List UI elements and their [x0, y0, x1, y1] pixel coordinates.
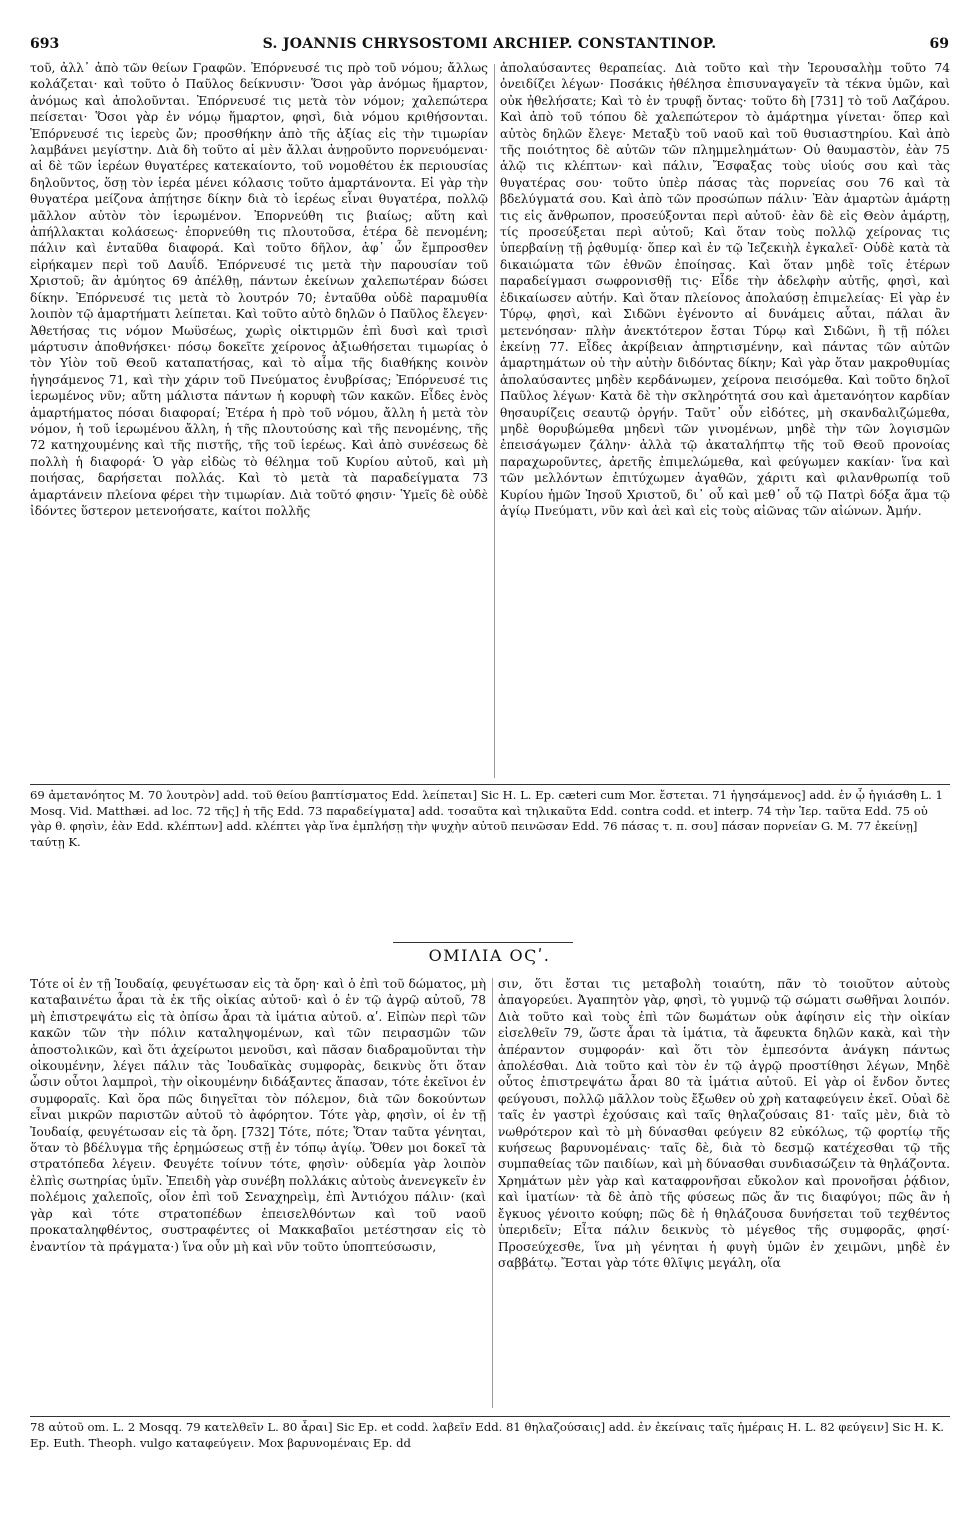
column-right-top	[500, 60, 950, 782]
column-left-top	[30, 60, 488, 782]
column-right-bottom	[498, 976, 950, 1410]
body-text: σιν, ὅτι ἔσται τις μεταβολὴ τοιαύτη, πᾶν τὸ τοιοῦτον αὐτοὺς ἀπαγορεύει. Ἀγαπητὸν γὰρ, φησὶ, τὸ γυμνῷ τῷ σώματι σωθῆναι λοιπόν. Διὰ τοῦτο καὶ τοὺς ἐπὶ τῶν δωμάτων οὐκ ἀφίησιν εἰς τὴν οἰκίαν εἰσελθεῖν 79, ὥστε ἆραι τὰ ἱμάτια, τὰ ἄφευκτα δηλῶν κακὰ, καὶ τὴν ἀπέραντον συμφοράν· καὶ ὅτι τὸν ἐμπεσόντα ἀνάγκη πάντως ἀπολέσθαι. Διὰ τοῦτο καὶ τὸν ἐν τῷ ἀγρῷ προστίθησι λέγων, Μηδὲ οὗτος ἐπιστρεψάτω ἆραι 80 τὰ ἱμάτια αὐτοῦ. Εἰ γὰρ οἱ ἔνδον ὄντες φεύγουσι, πολλῷ μᾶλλον τοὺς ἔξωθεν οὐ χρὴ καταφεύγειν ἐκεῖ. Οὐαὶ δὲ ταῖς ἐν γαστρὶ ἐχούσαις καὶ ταῖς θηλαζούσαις 81· ταῖς μὲν, διὰ τὸ νωθρότερον καὶ τὸ μὴ δύνασθαι φεύγειν 82 εὐκόλως, τῷ φορτίῳ τῆς κυήσεως βαρυνομέναις· ταῖς δὲ, διὰ τὸ δεσμῷ κατέχεσθαι τῷ τῆς συμπαθείας τῶν παιδίων, καὶ μὴ δύνασθαι συνδιασώζειν τὰ θηλάζοντα. Χρημάτων μὲν γὰρ καὶ καταφρονῆσαι εὔκολον καὶ προνοῆσαι ῥᾴδιον, καὶ ἱματίων· τὰ δὲ ἀπὸ τῆς φύσεως πῶς ἄν τις διαφύγοι; πῶς ἂν ἡ ἔγκυος γένοιτο κούφη; πῶς δὲ ἡ θηλάζουσα δυνήσεται τοῦ τεχθέντος ὑπεριδεῖν; Εἶτα πάλιν δεικνὺς τὸ μέγεθος τῆς συμφορᾶς, φησί· Προσεύχεσθε, ἵνα μὴ γένηται ἡ φυγὴ ὑμῶν ἐν χειμῶνι, μηδὲ ἐν σαββάτῳ. Ἔσται γὰρ τότε θλῖψις μεγάλη, οἵα	[498, 977, 950, 1270]
footnote-rule	[30, 784, 950, 785]
page-number: 693	[30, 36, 60, 52]
footnote-rule	[30, 1416, 950, 1417]
footnote-text: 69 ἀμετανόητος M. 70 λουτρὸν] add. τοῦ θείου βαπτίσματος Edd. λείπεται] Sic H. L. Ep. cæteri cum Mor. ἔστεται. 71 ἡγησάμενος] add. ἐν ᾧ ἡγιάσθη L. 1 Mosq. Vid. Matthæi. ad loc. 72 τῆς] ἡ τῆς Edd. 73 παραδείγματα] add. τοσαῦτα καὶ τηλικαῦτα Edd. contra codd. et interp. 74 τὴν Ἱερ. ταῦτα Edd. 75 οὐ γὰρ θ. φησὶν, ἐὰν Edd. κλέπτων] add. κλέπτει γὰρ ἵνα ἐμπλήσῃ τὴν ψυχὴν αὐτοῦ πεινῶσαν Edd. 76 πάσας τ. π. σου] πάσαν πορνείαν G. M. 77 ἐκείνῃ] ταύτῃ K.	[30, 788, 943, 849]
body-text: τοῦ, ἀλλ᾽ ἀπὸ τῶν θείων Γραφῶν. Ἐπόρνευσέ τις πρὸ τοῦ νόμου; ἄλλως κολάζεται· καὶ τοῦτο ὁ Παῦλος δείκνυσιν· Ὅσοι γὰρ ἀνόμως ἥμαρτον, ἀνόμως καὶ ἀπολοῦνται. Ἐπόρνευσέ τις μετὰ τὸν νόμον; χαλεπώτερα πείσεται· Ὅσοι γὰρ ἐν νόμῳ ἥμαρτον, φησὶ, διὰ νόμου κριθήσονται. Ἐπόρνευσέ τις ἱερεὺς ὤν; προσθήκην ἀπὸ τῆς ἀξίας εἰς τὴν τιμωρίαν λαμβάνει μεγίστην. Διὰ δὴ τοῦτο αἱ μὲν ἄλλαι ἀνῃροῦντο πορνευόμεναι· αἱ δὲ τῶν ἱερέων θυγατέρες κατεκαίοντο, τοῦ νομοθέτου ἐκ περιουσίας δηλοῦντος, ὅσῃ τὸν ἱερέα μένει κόλασις τοῦτο ἁμαρτάνοντα. Εἰ γὰρ τὴν θυγατέρα μείζονα ἀπῄτησε δίκην διὰ τὸ ἱερέως εἶναι θυγατέρα, πολλῷ μᾶλλον αὐτὸν τὸν ἱερωμένον. Ἐπορνεύθη τις βιαίως; αὕτη καὶ ἀπήλλακται κολάσεως· ἐπορνεύθη τις πλουτοῦσα, ἑτέρα δὲ πενομένη; πάλιν καὶ ἐνταῦθα διαφορά. Καὶ τοῦτο δῆλον, ἀφ᾽ ὧν ἔμπροσθεν εἰρήκαμεν περὶ τοῦ Δαυΐδ. Ἐπόρνευσέ τις μετὰ τὴν παρουσίαν τοῦ Χριστοῦ; ἂν ἀμύητος 69 ἀπέλθῃ, πάντων ἐκείνων χαλεπωτέραν δώσει δίκην. Ἐπόρνευσέ τις μετὰ τὸ λουτρόν 70; ἐνταῦθα οὐδὲ παραμυθία λοιπὸν τῷ ἁμαρτήματι λείπεται. Καὶ τοῦτο αὐτὸ δηλῶν ὁ Παῦλος ἔλεγεν· Ἀθετήσας τις νόμον Μωϋσέως, χωρὶς οἰκτιρμῶν ἐπὶ δυσὶ καὶ τρισὶ μάρτυσιν ἀποθνήσκει· πόσῳ δοκεῖτε χείρονος ἀξιωθήσεται τιμωρίας ὁ τὸν Υἱὸν τοῦ Θεοῦ καταπατήσας, καὶ τὸ αἷμα τῆς διαθήκης κοινὸν ἡγησάμενος 71, καὶ τὴν χάριν τοῦ Πνεύματος ἐνυβρίσας; Ἐπόρνευσέ τις ἱερωμένος νῦν; αὕτη μάλιστα πάντων ἡ κορυφὴ τῶν κακῶν. Εἶδες ἑνὸς ἁμαρτήματος πόσαι διαφοραί; Ἑτέρα ἡ πρὸ τοῦ νόμου, ἄλλη ἡ μετὰ τὸν νόμον, ἡ τοῦ ἱερωμένου ἄλλη, ἡ τῆς πλουτούσης καὶ τῆς πενομένης, τῆς 72 κατηχουμένης καὶ τῆς πιστῆς, τῆς τοῦ ἱερέως. Καὶ ἀπὸ συνέσεως δὲ πολλὴ ἡ διαφορά· Ὁ γὰρ εἰδὼς τὸ θέλημα τοῦ Κυρίου αὐτοῦ, καὶ μὴ ποιήσας, δαρήσεται πολλάς. Καὶ τὸ μετὰ τὰ παραδείγματα 73 ἁμαρτάνειν πλείονα φέρει τὴν τιμωρίαν. Διὰ τοῦτό φησιν· Ὑμεῖς δὲ οὐδὲ ἰδόντες ὕστερον μετενοήσατε, καίτοι πολλῆς	[30, 61, 488, 518]
footnotes-top	[30, 788, 950, 908]
column-left-bottom	[30, 976, 486, 1410]
homily-title: ΟΜΙΛΙΑ ΟϚʹ.	[428, 946, 551, 965]
body-text: ἀπολαύσαντες θεραπείας. Διὰ τοῦτο καὶ τὴν Ἱερουσαλὴμ τοῦτο 74 ὀνειδίζει λέγων· Ποσάκις ἠθέλησα ἐπισυναγαγεῖν τὰ τέκνα ὑμῶν, καὶ οὐκ ἠθελήσατε; Καὶ τὸ ἐν τρυφῇ ὄντας· τοῦτο δὴ [731] τὸ τοῦ Λαζάρου. Καὶ ἀπὸ τοῦ τόπου δὲ χαλεπώτερον τὸ ἁμάρτημα γίνεται· ὅπερ καὶ αὐτὸς δηλῶν ἔλεγε· Μεταξὺ τοῦ ναοῦ καὶ τοῦ θυσιαστηρίου. Καὶ ἀπὸ τῆς ποιότητος δὲ αὐτῶν τῶν πλημμελημάτων· Οὐ θαυμαστὸν, ἐὰν 75 ἁλῷ τις κλέπτων· καὶ πάλιν, Ἔσφαξας τοὺς υἱούς σου καὶ τὰς θυγατέρας σου· τοῦτο ὑπὲρ πάσας τὰς πορνείας σου 76 καὶ τὰ βδελύγματά σου. Καὶ ἀπὸ τῶν προσώπων πάλιν· Ἐὰν ἁμαρτὼν ἁμάρτῃ τις εἰς ἄνθρωπον, προσεύξονται περὶ αὐτοῦ· ἐὰν δὲ εἰς Θεὸν ἁμάρτῃ, τίς προσεύξεται περὶ αὐτοῦ; Καὶ ὅταν τοὺς πολλῷ χείρονας τις ὑπερβαίνῃ τῇ ῥᾳθυμίᾳ· ὅπερ καὶ ἐν τῷ Ἰεζεκιὴλ ἐγκαλεῖ· Οὐδὲ κατὰ τὰ δικαιώματα τῶν ἐθνῶν ἐποίησας. Καὶ ὅταν μηδὲ τοῖς ἑτέρων παραδείγμασι σωφρονισθῇ τις· Εἶδε τὴν ἀδελφὴν αὐτῆς, φησὶ, καὶ ἐδικαίωσεν αὐτήν. Καὶ ὅταν πλείονος ἀπολαύσῃ ἐπιμελείας· Εἰ γὰρ ἐν Τύρῳ, φησὶ, καὶ Σιδῶνι ἐγένοντο αἱ δυνάμεις αὗται, πάλαι ἂν μετενόησαν· πλὴν ἀνεκτότερον ἔσται Τύρῳ καὶ Σιδῶνι, ἢ τῇ πόλει ἐκείνῃ 77. Εἶδες ἀκρίβειαν ἀπηρτισμένην, καὶ πάντας τῶν αὐτῶν ἁμαρτημάτων οὐ τὴν αὐτὴν διδόντας δίκην; Καὶ γὰρ ὅταν μακροθυμίας ἀπολαύσαντες μηδὲν κερδάνωμεν, χείρονα πεισόμεθα. Καὶ τοῦτο δηλοῖ Παῦλος λέγων· Κατὰ δὲ τὴν σκληρότητά σου καὶ ἀμετανόητον καρδίαν θησαυρίζεις σεαυτῷ ὀργήν. Ταῦτ᾽ οὖν εἰδότες, μὴ σκανδαλιζώμεθα, μηδὲ θορυβώμεθα μηδενὶ τῶν γινομένων, μηδὲ τὴν τῶν λογισμῶν ἐπεισάγωμεν ζάλην· ἀλλὰ τῷ ἀκαταλήπτῳ τῆς τοῦ Θεοῦ προνοίας παραχωροῦντες, ἀρετῆς ἐπιμελώμεθα, καὶ φεύγωμεν κακίαν· ἵνα καὶ τῶν μελλόντων ἐπιτύχωμεν ἀγαθῶν, χάριτι καὶ φιλανθρωπίᾳ τοῦ Κυρίου ἡμῶν Ἰησοῦ Χριστοῦ, δι᾽ οὗ καὶ μεθ᾽ οὗ τῷ Πατρὶ δόξα ἅμα τῷ ἁγίῳ Πνεύματι, νῦν καὶ ἀεὶ καὶ εἰς τοὺς αἰῶνας τῶν αἰώνων. Ἀμήν.	[500, 61, 950, 518]
footnote-text: 78 αὐτοῦ om. L. 2 Mosqq. 79 κατελθεῖν L. 80 ἆραι] Sic Ep. et codd. λαβεῖν Edd. 81 θηλαζούσαις] add. ἐν ἐκείναις ταῖς ἡμέραις H. L. 82 φεύγειν] Sic H. K. Ep. Euth. Theoph. vulgo καταφεύγειν. Mox βαρυνομέναις Ep. dd	[30, 1420, 944, 1450]
body-text: Τότε οἱ ἐν τῇ Ἰουδαίᾳ, φευγέτωσαν εἰς τὰ ὄρη· καὶ ὁ ἐπὶ τοῦ δώματος, μὴ καταβαινέτω ἆραι τὰ ἐκ τῆς οἰκίας αὐτοῦ· καὶ ὁ ἐν τῷ ἀγρῷ αὐτοῦ, 78 μὴ ἐπιστρεψάτω εἰς τὰ ὀπίσω ἆραι τὰ ἱμάτια αὐτοῦ. αʹ. Εἰπὼν περὶ τῶν κακῶν τῶν τὴν πόλιν καταληψομένων, καὶ τῶν πειρασμῶν τῶν ἀποστολικῶν, καὶ ὅτι ἀχείρωτοι μενοῦσι, καὶ πᾶσαν διαδραμοῦνται τὴν οἰκουμένην, λέγει πάλιν τὰς Ἰουδαϊκὰς συμφορὰς, δεικνὺς ὅτι ὅταν ὦσιν οὗτοι λαμπροὶ, τὴν οἰκουμένην διδάξαντες ἅπασαν, τότε ἐκεῖνοι ἐν συμφοραῖς. Καὶ ὅρα πῶς διηγεῖται τὸν πόλεμον, διὰ τῶν δοκούντων εἶναι μικρῶν παριστῶν αὐτοῦ τὸ ἀφόρητον. Τότε γὰρ, φησὶν, οἱ ἐν τῇ Ἰουδαίᾳ, φευγέτωσαν εἰς τὰ ὄρη. [732] Τότε, πότε; Ὅταν ταῦτα γένηται, ὅταν τὸ βδέλυγμα τῆς ἐρημώσεως στῇ ἐν τόπῳ ἁγίῳ. Ὅθεν μοι δοκεῖ τὰ στρατόπεδα λέγειν. Φευγέτε τοίνυν τότε, φησὶν· οὐδεμία γὰρ λοιπὸν ἐλπὶς σωτηρίας ὑμῖν. Ἐπειδὴ γὰρ συνέβη πολλάκις αὐτοὺς ἀνενεγκεῖν ἐν πολέμοις χαλεποῖς, οἷον ἐπὶ τοῦ Σεναχηρεὶμ, ἐπὶ Ἀντιόχου πάλιν· (καὶ γὰρ καὶ τότε στρατοπέδων ἐπεισελθόντων καὶ τοῦ ναοῦ προκαταληφθέντος, συστραφέντες οἱ Μακκαβαῖοι μετέστησαν εἰς τὸ ἐναντίον τὰ πράγματα·) ἵνα οὖν μὴ καὶ νῦν τοῦτο ὑποπτεύσωσιν,	[30, 977, 486, 1254]
column-divider	[492, 978, 493, 1408]
page-number-right: 69	[929, 36, 949, 52]
running-head	[30, 36, 949, 58]
homily-rule	[393, 942, 573, 943]
column-divider	[494, 64, 495, 778]
page-title: S. JOANNIS CHRYSOSTOMI ARCHIEP. CONSTANTINOP.	[262, 36, 717, 52]
footnotes-bottom	[30, 1420, 950, 1480]
